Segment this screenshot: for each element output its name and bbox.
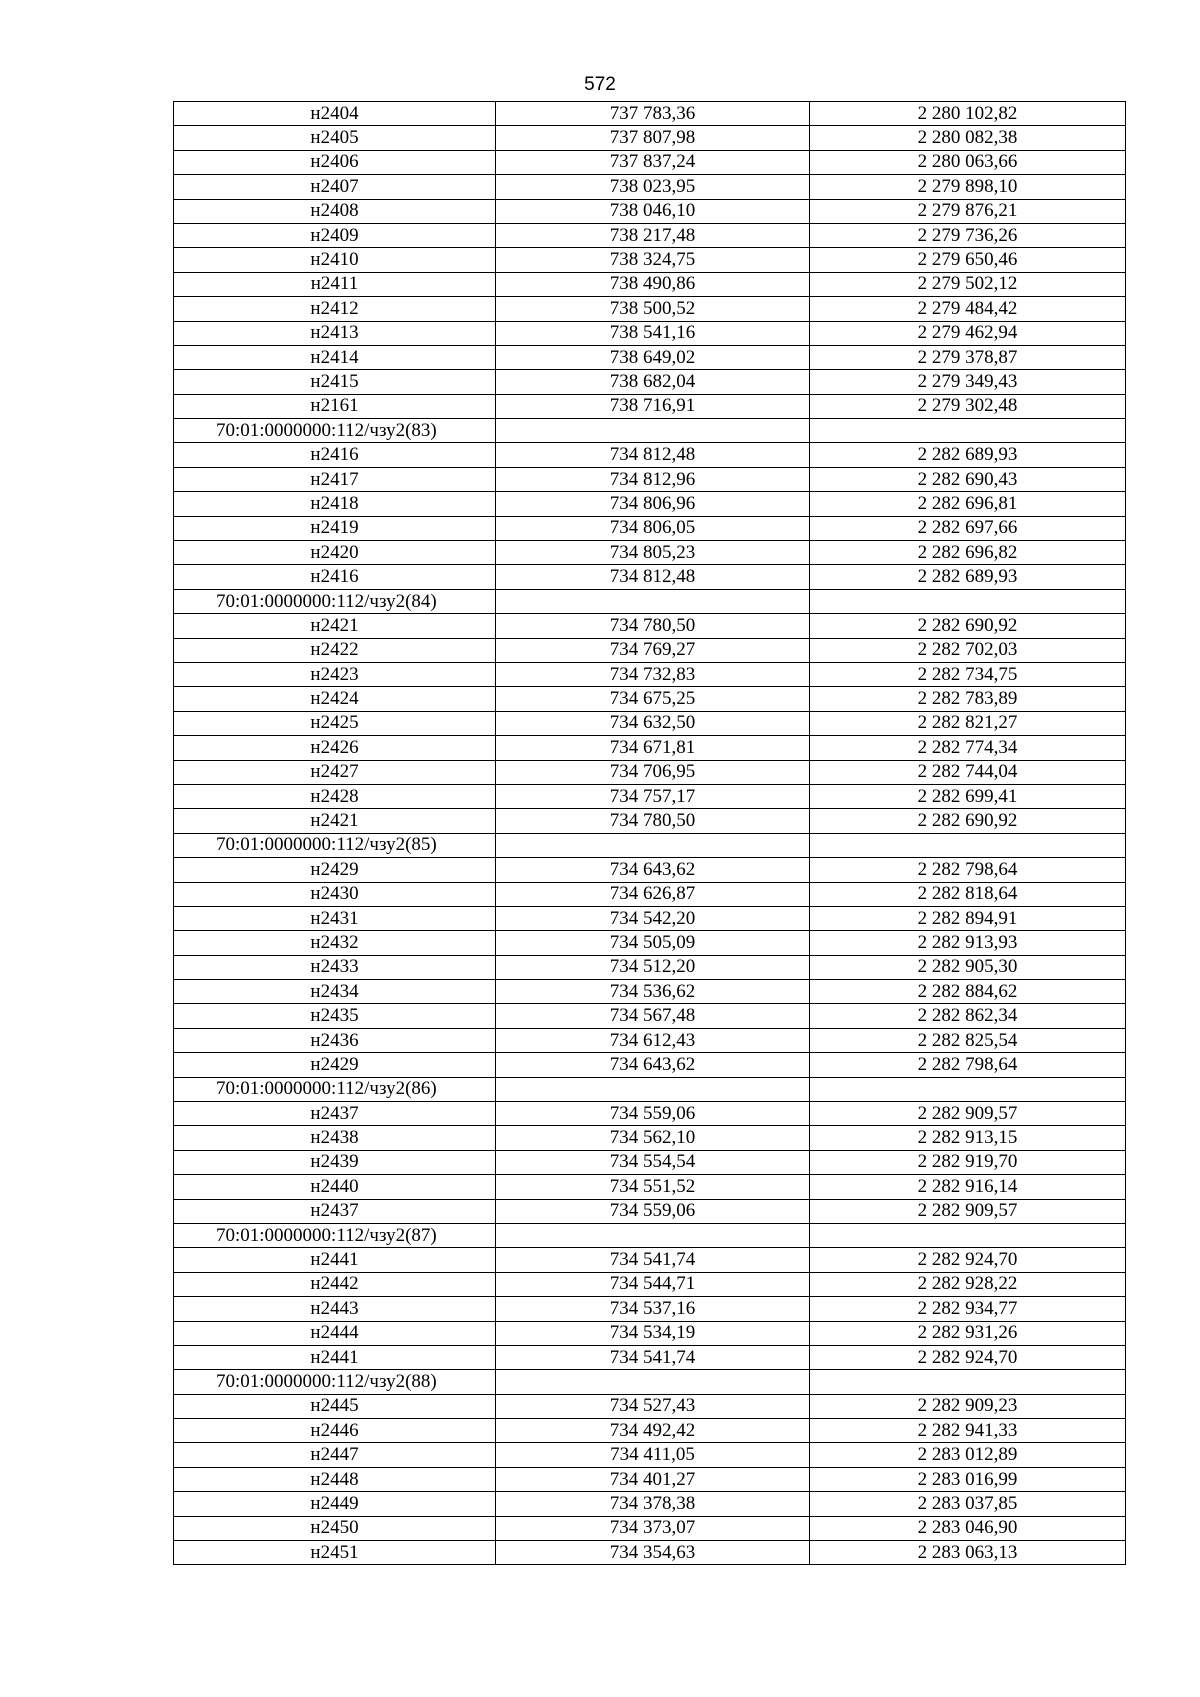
point-id-cell: н2424 xyxy=(174,687,496,711)
point-id-cell: н2416 xyxy=(174,443,496,467)
table-row xyxy=(174,1248,1126,1272)
table-row xyxy=(174,1150,1126,1174)
point-id-cell: н2404 xyxy=(174,102,496,126)
y-coordinate-cell: 2 279 736,26 xyxy=(810,223,1126,247)
table-row xyxy=(174,1028,1126,1052)
x-coordinate-cell: 738 500,52 xyxy=(496,297,810,321)
y-coordinate-cell: 2 282 884,62 xyxy=(810,980,1126,1004)
x-coordinate-cell: 734 527,43 xyxy=(496,1394,810,1418)
section-empty-cell xyxy=(810,419,1126,443)
point-id-cell: н2406 xyxy=(174,150,496,174)
table-row xyxy=(174,955,1126,979)
point-id-cell: н2446 xyxy=(174,1419,496,1443)
y-coordinate-cell: 2 282 909,23 xyxy=(810,1394,1126,1418)
coordinates-table xyxy=(173,101,1126,1565)
table-row xyxy=(174,126,1126,150)
y-coordinate-cell: 2 280 063,66 xyxy=(810,150,1126,174)
point-id-cell: н2426 xyxy=(174,736,496,760)
table-row xyxy=(174,272,1126,296)
x-coordinate-cell: 734 354,63 xyxy=(496,1541,810,1565)
point-id-cell: н2451 xyxy=(174,1541,496,1565)
table-row xyxy=(174,467,1126,491)
point-id-cell: н2428 xyxy=(174,784,496,808)
point-id-cell: н2416 xyxy=(174,565,496,589)
section-empty-cell xyxy=(810,589,1126,613)
x-coordinate-cell: 734 806,05 xyxy=(496,516,810,540)
y-coordinate-cell: 2 282 931,26 xyxy=(810,1321,1126,1345)
x-coordinate-cell: 734 675,25 xyxy=(496,687,810,711)
point-id-cell: н2412 xyxy=(174,297,496,321)
y-coordinate-cell: 2 282 696,82 xyxy=(810,541,1126,565)
table-row xyxy=(174,1443,1126,1467)
table-row xyxy=(174,906,1126,930)
point-id-cell: н2430 xyxy=(174,882,496,906)
table-row xyxy=(174,223,1126,247)
table-row xyxy=(174,565,1126,589)
table-row xyxy=(174,443,1126,467)
y-coordinate-cell: 2 282 783,89 xyxy=(810,687,1126,711)
y-coordinate-cell: 2 279 484,42 xyxy=(810,297,1126,321)
table-row xyxy=(174,1541,1126,1565)
x-coordinate-cell: 734 643,62 xyxy=(496,1053,810,1077)
point-id-cell: н2433 xyxy=(174,955,496,979)
y-coordinate-cell: 2 282 689,93 xyxy=(810,565,1126,589)
y-coordinate-cell: 2 282 928,22 xyxy=(810,1272,1126,1296)
table-row xyxy=(174,1516,1126,1540)
table-row xyxy=(174,541,1126,565)
point-id-cell: н2411 xyxy=(174,272,496,296)
point-id-cell: н2441 xyxy=(174,1345,496,1369)
point-id-cell: н2417 xyxy=(174,467,496,491)
x-coordinate-cell: 737 837,24 xyxy=(496,150,810,174)
x-coordinate-cell: 734 542,20 xyxy=(496,906,810,930)
table-row xyxy=(174,638,1126,662)
point-id-cell: н2437 xyxy=(174,1199,496,1223)
table-row xyxy=(174,614,1126,638)
x-coordinate-cell: 737 783,36 xyxy=(496,102,810,126)
x-coordinate-cell: 734 541,74 xyxy=(496,1345,810,1369)
y-coordinate-cell: 2 279 462,94 xyxy=(810,321,1126,345)
y-coordinate-cell: 2 282 818,64 xyxy=(810,882,1126,906)
y-coordinate-cell: 2 282 909,57 xyxy=(810,1102,1126,1126)
point-id-cell: н2437 xyxy=(174,1102,496,1126)
point-id-cell: н2438 xyxy=(174,1126,496,1150)
x-coordinate-cell: 734 541,74 xyxy=(496,1248,810,1272)
section-empty-cell xyxy=(496,1223,810,1247)
x-coordinate-cell: 734 559,06 xyxy=(496,1102,810,1126)
table-row xyxy=(174,882,1126,906)
y-coordinate-cell: 2 282 934,77 xyxy=(810,1297,1126,1321)
x-coordinate-cell: 738 541,16 xyxy=(496,321,810,345)
x-coordinate-cell: 734 769,27 xyxy=(496,638,810,662)
x-coordinate-cell: 734 492,42 xyxy=(496,1419,810,1443)
point-id-cell: н2442 xyxy=(174,1272,496,1296)
section-label: 70:01:0000000:112/чзу2(87) xyxy=(174,1223,496,1247)
table-row xyxy=(174,394,1126,418)
y-coordinate-cell: 2 282 913,15 xyxy=(810,1126,1126,1150)
point-id-cell: н2420 xyxy=(174,541,496,565)
table-row xyxy=(174,1004,1126,1028)
y-coordinate-cell: 2 282 734,75 xyxy=(810,662,1126,686)
x-coordinate-cell: 734 536,62 xyxy=(496,980,810,1004)
section-empty-cell xyxy=(496,419,810,443)
x-coordinate-cell: 734 632,50 xyxy=(496,711,810,735)
point-id-cell: н2425 xyxy=(174,711,496,735)
point-id-cell: н2419 xyxy=(174,516,496,540)
x-coordinate-cell: 734 780,50 xyxy=(496,614,810,638)
y-coordinate-cell: 2 282 774,34 xyxy=(810,736,1126,760)
point-id-cell: н2440 xyxy=(174,1175,496,1199)
x-coordinate-cell: 734 732,83 xyxy=(496,662,810,686)
y-coordinate-cell: 2 282 798,64 xyxy=(810,858,1126,882)
page-number: 572 xyxy=(584,74,616,95)
point-id-cell: н2414 xyxy=(174,345,496,369)
y-coordinate-cell: 2 280 082,38 xyxy=(810,126,1126,150)
point-id-cell: н2407 xyxy=(174,175,496,199)
table-row xyxy=(174,736,1126,760)
section-empty-cell xyxy=(496,589,810,613)
table-row xyxy=(174,297,1126,321)
y-coordinate-cell: 2 283 063,13 xyxy=(810,1541,1126,1565)
section-header-row xyxy=(174,589,1126,613)
table-row xyxy=(174,321,1126,345)
table-row xyxy=(174,1102,1126,1126)
section-empty-cell xyxy=(810,1077,1126,1101)
table-row xyxy=(174,1345,1126,1369)
point-id-cell: н2410 xyxy=(174,248,496,272)
y-coordinate-cell: 2 282 825,54 xyxy=(810,1028,1126,1052)
y-coordinate-cell: 2 282 916,14 xyxy=(810,1175,1126,1199)
point-id-cell: н2429 xyxy=(174,858,496,882)
x-coordinate-cell: 734 378,38 xyxy=(496,1492,810,1516)
y-coordinate-cell: 2 282 689,93 xyxy=(810,443,1126,467)
point-id-cell: н2427 xyxy=(174,760,496,784)
x-coordinate-cell: 738 649,02 xyxy=(496,345,810,369)
y-coordinate-cell: 2 279 898,10 xyxy=(810,175,1126,199)
section-empty-cell xyxy=(496,1370,810,1394)
table-row xyxy=(174,1467,1126,1491)
x-coordinate-cell: 734 805,23 xyxy=(496,541,810,565)
table-row xyxy=(174,784,1126,808)
point-id-cell: н2434 xyxy=(174,980,496,1004)
y-coordinate-cell: 2 282 697,66 xyxy=(810,516,1126,540)
section-label: 70:01:0000000:112/чзу2(85) xyxy=(174,833,496,857)
table-row xyxy=(174,175,1126,199)
x-coordinate-cell: 734 806,96 xyxy=(496,492,810,516)
y-coordinate-cell: 2 282 919,70 xyxy=(810,1150,1126,1174)
x-coordinate-cell: 734 757,17 xyxy=(496,784,810,808)
y-coordinate-cell: 2 279 876,21 xyxy=(810,199,1126,223)
table-row xyxy=(174,858,1126,882)
point-id-cell: н2436 xyxy=(174,1028,496,1052)
y-coordinate-cell: 2 282 913,93 xyxy=(810,931,1126,955)
y-coordinate-cell: 2 282 798,64 xyxy=(810,1053,1126,1077)
x-coordinate-cell: 734 706,95 xyxy=(496,760,810,784)
y-coordinate-cell: 2 282 702,03 xyxy=(810,638,1126,662)
x-coordinate-cell: 734 373,07 xyxy=(496,1516,810,1540)
point-id-cell: н2405 xyxy=(174,126,496,150)
y-coordinate-cell: 2 282 909,57 xyxy=(810,1199,1126,1223)
x-coordinate-cell: 734 812,96 xyxy=(496,467,810,491)
y-coordinate-cell: 2 283 037,85 xyxy=(810,1492,1126,1516)
section-label: 70:01:0000000:112/чзу2(84) xyxy=(174,589,496,613)
x-coordinate-cell: 734 780,50 xyxy=(496,809,810,833)
table-row xyxy=(174,1321,1126,1345)
x-coordinate-cell: 734 643,62 xyxy=(496,858,810,882)
x-coordinate-cell: 734 612,43 xyxy=(496,1028,810,1052)
table-row xyxy=(174,199,1126,223)
y-coordinate-cell: 2 282 744,04 xyxy=(810,760,1126,784)
table-row xyxy=(174,1297,1126,1321)
point-id-cell: н2448 xyxy=(174,1467,496,1491)
point-id-cell: н2444 xyxy=(174,1321,496,1345)
x-coordinate-cell: 734 411,05 xyxy=(496,1443,810,1467)
point-id-cell: н2432 xyxy=(174,931,496,955)
y-coordinate-cell: 2 283 016,99 xyxy=(810,1467,1126,1491)
point-id-cell: н2161 xyxy=(174,394,496,418)
x-coordinate-cell: 734 626,87 xyxy=(496,882,810,906)
point-id-cell: н2445 xyxy=(174,1394,496,1418)
x-coordinate-cell: 734 512,20 xyxy=(496,955,810,979)
table-row xyxy=(174,1394,1126,1418)
table-row xyxy=(174,1053,1126,1077)
y-coordinate-cell: 2 282 699,41 xyxy=(810,784,1126,808)
y-coordinate-cell: 2 282 941,33 xyxy=(810,1419,1126,1443)
x-coordinate-cell: 734 551,52 xyxy=(496,1175,810,1199)
section-header-row xyxy=(174,1077,1126,1101)
y-coordinate-cell: 2 282 696,81 xyxy=(810,492,1126,516)
point-id-cell: н2418 xyxy=(174,492,496,516)
x-coordinate-cell: 738 490,86 xyxy=(496,272,810,296)
y-coordinate-cell: 2 282 905,30 xyxy=(810,955,1126,979)
x-coordinate-cell: 738 682,04 xyxy=(496,370,810,394)
point-id-cell: н2439 xyxy=(174,1150,496,1174)
point-id-cell: н2413 xyxy=(174,321,496,345)
table-row xyxy=(174,1126,1126,1150)
x-coordinate-cell: 734 544,71 xyxy=(496,1272,810,1296)
point-id-cell: н2447 xyxy=(174,1443,496,1467)
x-coordinate-cell: 734 505,09 xyxy=(496,931,810,955)
table-row xyxy=(174,662,1126,686)
section-empty-cell xyxy=(810,1370,1126,1394)
point-id-cell: н2409 xyxy=(174,223,496,247)
y-coordinate-cell: 2 279 378,87 xyxy=(810,345,1126,369)
x-coordinate-cell: 734 812,48 xyxy=(496,443,810,467)
table-row xyxy=(174,345,1126,369)
table-row xyxy=(174,1419,1126,1443)
point-id-cell: н2421 xyxy=(174,809,496,833)
table-row xyxy=(174,248,1126,272)
y-coordinate-cell: 2 280 102,82 xyxy=(810,102,1126,126)
table-row xyxy=(174,687,1126,711)
x-coordinate-cell: 734 534,19 xyxy=(496,1321,810,1345)
table-row xyxy=(174,1492,1126,1516)
x-coordinate-cell: 737 807,98 xyxy=(496,126,810,150)
y-coordinate-cell: 2 282 690,43 xyxy=(810,467,1126,491)
y-coordinate-cell: 2 279 650,46 xyxy=(810,248,1126,272)
point-id-cell: н2408 xyxy=(174,199,496,223)
y-coordinate-cell: 2 282 894,91 xyxy=(810,906,1126,930)
x-coordinate-cell: 734 562,10 xyxy=(496,1126,810,1150)
table-row xyxy=(174,370,1126,394)
point-id-cell: н2423 xyxy=(174,662,496,686)
x-coordinate-cell: 734 671,81 xyxy=(496,736,810,760)
y-coordinate-cell: 2 282 924,70 xyxy=(810,1345,1126,1369)
y-coordinate-cell: 2 283 046,90 xyxy=(810,1516,1126,1540)
x-coordinate-cell: 738 217,48 xyxy=(496,223,810,247)
point-id-cell: н2431 xyxy=(174,906,496,930)
point-id-cell: н2449 xyxy=(174,1492,496,1516)
point-id-cell: н2443 xyxy=(174,1297,496,1321)
y-coordinate-cell: 2 279 302,48 xyxy=(810,394,1126,418)
point-id-cell: н2441 xyxy=(174,1248,496,1272)
table-row xyxy=(174,980,1126,1004)
x-coordinate-cell: 738 716,91 xyxy=(496,394,810,418)
section-label: 70:01:0000000:112/чзу2(83) xyxy=(174,419,496,443)
point-id-cell: н2429 xyxy=(174,1053,496,1077)
point-id-cell: н2421 xyxy=(174,614,496,638)
table-row xyxy=(174,1272,1126,1296)
x-coordinate-cell: 734 812,48 xyxy=(496,565,810,589)
section-empty-cell xyxy=(810,1223,1126,1247)
table-row xyxy=(174,102,1126,126)
table-row xyxy=(174,1175,1126,1199)
x-coordinate-cell: 734 559,06 xyxy=(496,1199,810,1223)
section-header-row xyxy=(174,1223,1126,1247)
x-coordinate-cell: 738 324,75 xyxy=(496,248,810,272)
section-empty-cell xyxy=(810,833,1126,857)
table-row xyxy=(174,492,1126,516)
table-row xyxy=(174,516,1126,540)
point-id-cell: н2435 xyxy=(174,1004,496,1028)
x-coordinate-cell: 734 401,27 xyxy=(496,1467,810,1491)
section-header-row xyxy=(174,419,1126,443)
section-label: 70:01:0000000:112/чзу2(86) xyxy=(174,1077,496,1101)
x-coordinate-cell: 738 023,95 xyxy=(496,175,810,199)
point-id-cell: н2415 xyxy=(174,370,496,394)
y-coordinate-cell: 2 279 349,43 xyxy=(810,370,1126,394)
y-coordinate-cell: 2 282 821,27 xyxy=(810,711,1126,735)
section-label: 70:01:0000000:112/чзу2(88) xyxy=(174,1370,496,1394)
x-coordinate-cell: 734 567,48 xyxy=(496,1004,810,1028)
table-row xyxy=(174,711,1126,735)
coordinates-table-body xyxy=(174,102,1126,1565)
x-coordinate-cell: 738 046,10 xyxy=(496,199,810,223)
table-row xyxy=(174,150,1126,174)
section-empty-cell xyxy=(496,1077,810,1101)
x-coordinate-cell: 734 554,54 xyxy=(496,1150,810,1174)
y-coordinate-cell: 2 282 924,70 xyxy=(810,1248,1126,1272)
section-empty-cell xyxy=(496,833,810,857)
table-row xyxy=(174,931,1126,955)
table-row xyxy=(174,1199,1126,1223)
section-header-row xyxy=(174,1370,1126,1394)
table-row xyxy=(174,809,1126,833)
y-coordinate-cell: 2 279 502,12 xyxy=(810,272,1126,296)
point-id-cell: н2450 xyxy=(174,1516,496,1540)
table-row xyxy=(174,760,1126,784)
section-header-row xyxy=(174,833,1126,857)
y-coordinate-cell: 2 282 862,34 xyxy=(810,1004,1126,1028)
y-coordinate-cell: 2 282 690,92 xyxy=(810,614,1126,638)
y-coordinate-cell: 2 282 690,92 xyxy=(810,809,1126,833)
x-coordinate-cell: 734 537,16 xyxy=(496,1297,810,1321)
y-coordinate-cell: 2 283 012,89 xyxy=(810,1443,1126,1467)
point-id-cell: н2422 xyxy=(174,638,496,662)
